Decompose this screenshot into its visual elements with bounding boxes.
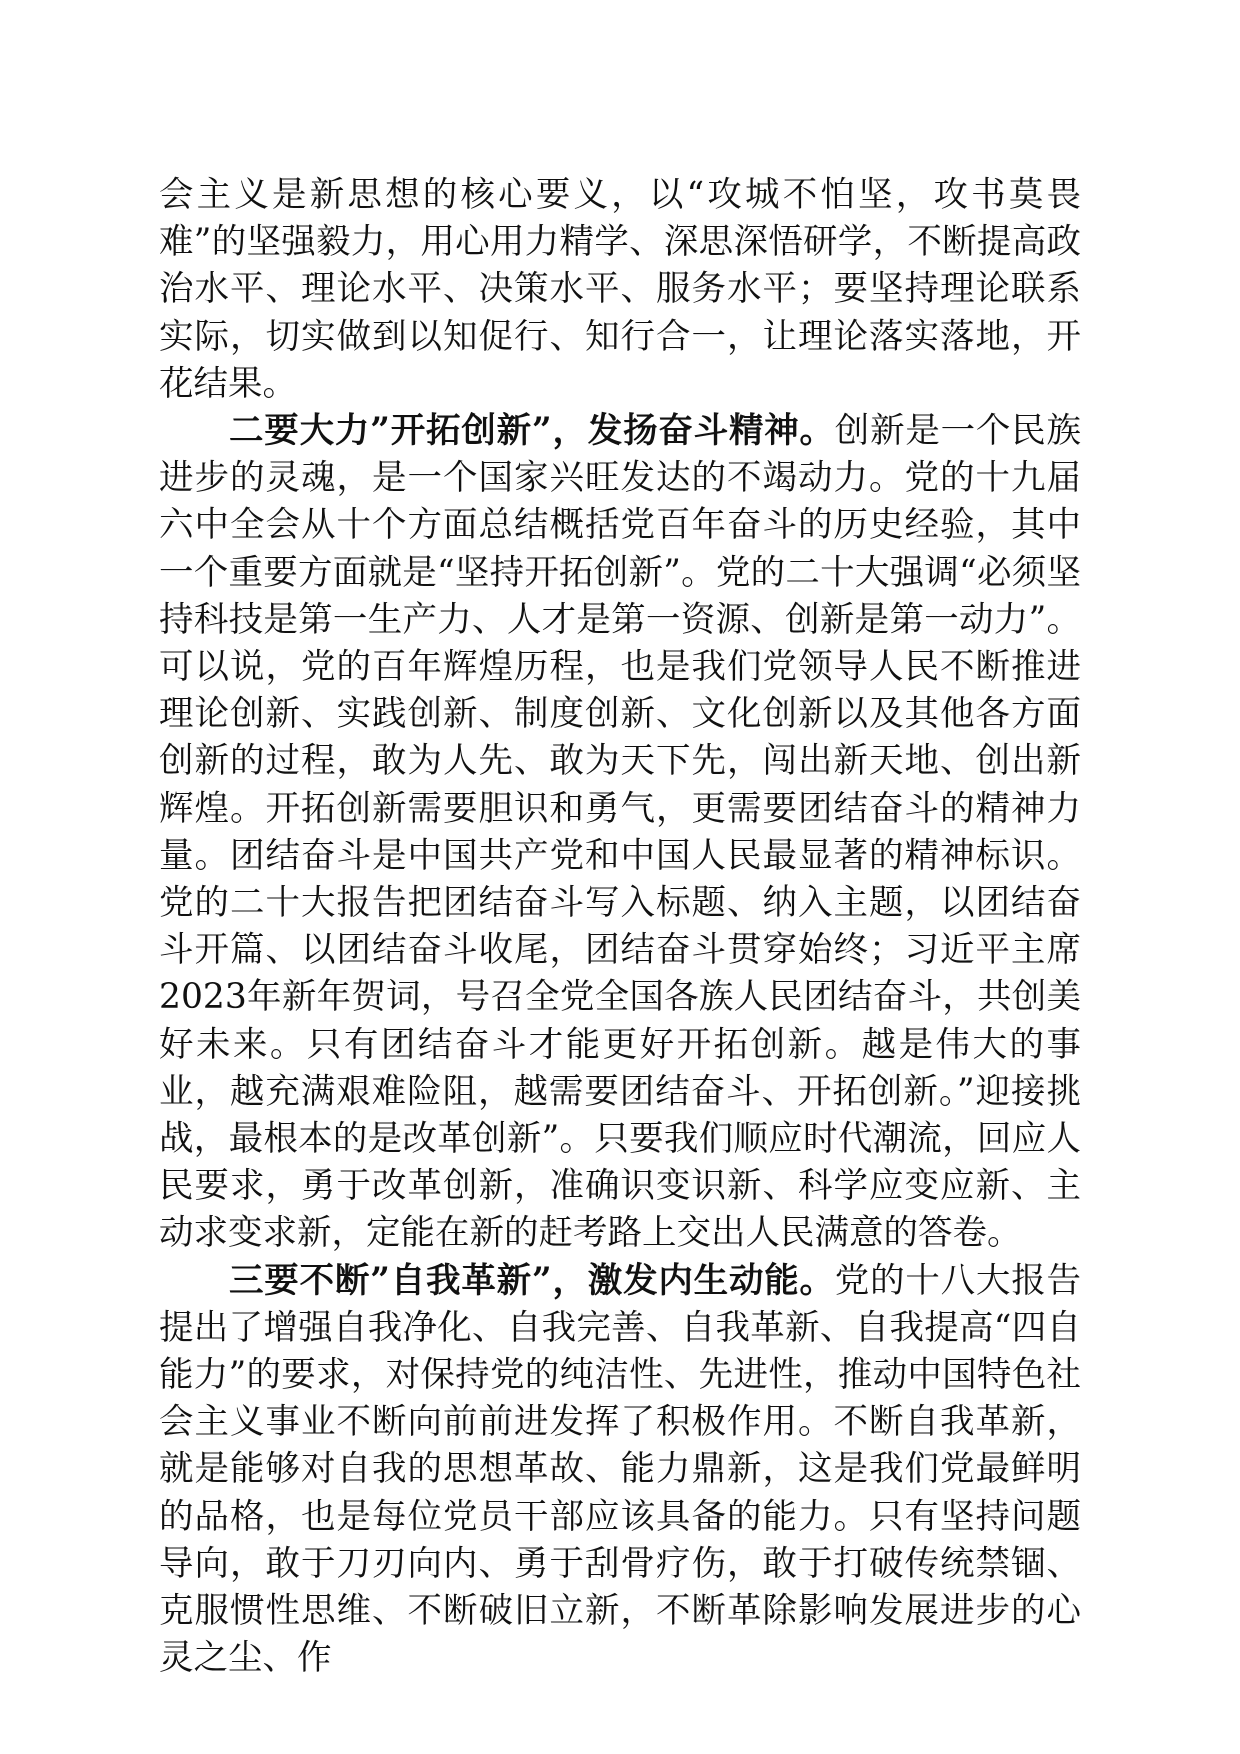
paragraph-3-lead: 三要不断”自我革新”，激发内生动能。: [229, 1260, 835, 1301]
paragraph-2-lead: 二要大力”开拓创新”，发扬奋斗精神。: [229, 411, 835, 452]
paragraph-2-text: 创新是一个民族进步的灵魂，是一个国家兴旺发达的不竭动力。党的十九届六中全会从十个方面总结概括党百年奋斗的历史经验，其中一个重要方面就是“坚持开拓创新”。党的二十大强调“必须坚持科技是第一生产力、人才是第一资源、创新是第一动力”。可以说，党的百年辉煌历程，也是我们党领导人民不断推进理论创新、实践创新、制度创新、文化创新以及其他各方面创新的过程，敢为人先、敢为天下先，闯出新天地、创出新辉煌。开拓创新需要胆识和勇气，更需要团结奋斗的精神力量。团结奋斗是中国共产党和中国人民最显著的精神标识。党的二十大报告把团结奋斗写入标题、纳入主题，以团结奋斗开篇、以团结奋斗收尾，团结奋斗贯穿始终；习近平主席2023年新年贺词，号召全党全国各族人民团结奋斗，共创美好未来。只有团结奋斗才能更好开拓创新。越是伟大的事业，越充满艰难险阻，越需要团结奋斗、开拓创新。”迎接挑战，最根本的是改革创新”。只要我们顺应时代潮流，回应人民要求，勇于改革创新，准确识变识新、科学应变应新、主动求变求新，定能在新的赶考路上交出人民满意的答卷。: [159, 411, 1081, 1254]
paragraph-3: [159, 1258, 1081, 1683]
paragraph-3-text: 党的十八大报告提出了增强自我净化、自我完善、自我革新、自我提高“四自能力”的要求，对保持党的纯洁性、先进性，推动中国特色社会主义事业不断向前前进发挥了积极作用。不断自我革新，就是能够对自我的思想革故、能力鼎新，这是我们党最鲜明的品格，也是每位党员干部应该具备的能力。只有坚持问题导向，敢于刀刃向内、勇于刮骨疗伤，敢于打破传统禁锢、克服惯性思维、不断破旧立新，不断革除影响发展进步的心灵之尘、作: [159, 1260, 1081, 1679]
paragraph-1-text: 会主义是新思想的核心要义，以“攻城不怕坚，攻书莫畏难”的坚强毅力，用心用力精学、深思深悟研学，不断提高政治水平、理论水平、决策水平、服务水平；要坚持理论联系实际，切实做到以知促行、知行合一，让理论落实落地，开花结果。: [159, 175, 1081, 404]
paragraph-1: [159, 172, 1081, 408]
document-body: [159, 172, 1081, 1683]
paragraph-2: [159, 408, 1081, 1258]
